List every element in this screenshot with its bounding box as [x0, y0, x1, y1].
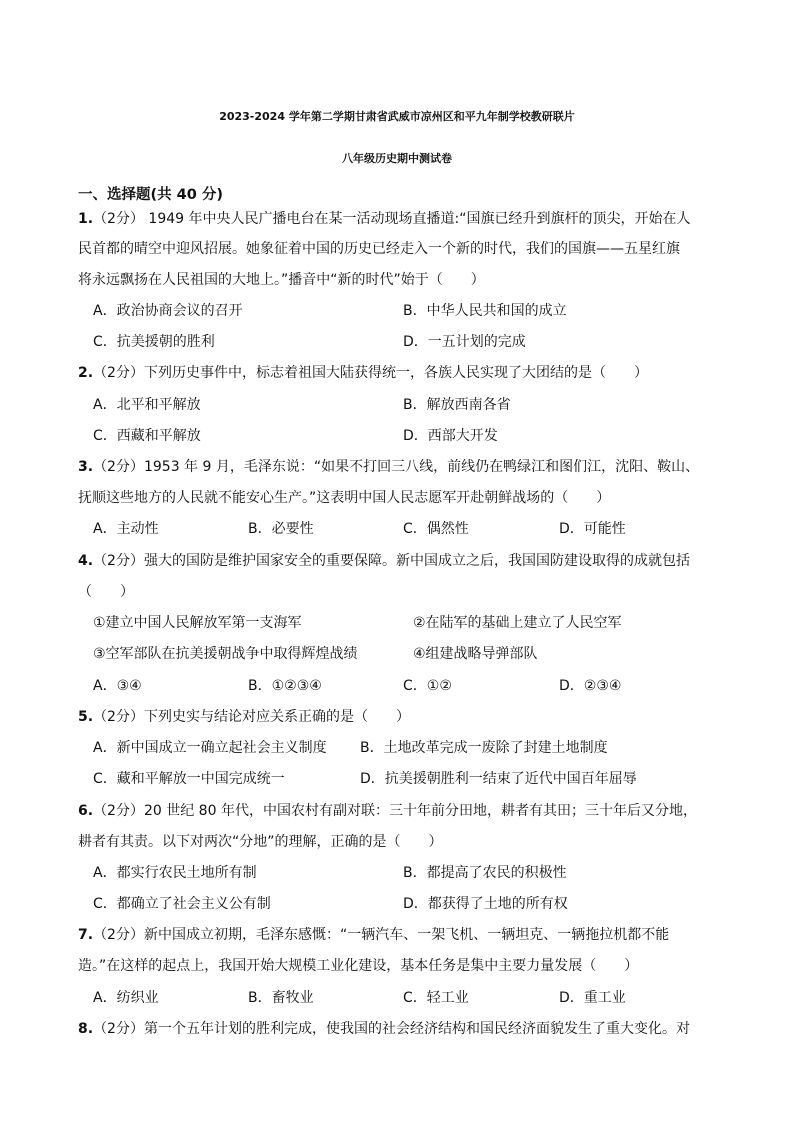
option-b: B．畜牧业 — [248, 990, 314, 1006]
option-d: D．都获得了土地的所有权 — [403, 896, 568, 912]
option-c: C．藏和平解放一中国完成统一 — [93, 771, 285, 787]
question-8-line-1 — [78, 1018, 718, 1038]
question-3-line-1 — [78, 456, 718, 476]
option-c: C．偶然性 — [403, 521, 469, 537]
question-text: （2分） 1949 年中央人民广播电台在某一活动现场直播道:“国旗已经升到旗杆的顶尖，开始在人 — [93, 211, 691, 227]
option-d: D．可能性 — [559, 521, 626, 537]
option-a: A．都实行农民土地所有制 — [93, 865, 257, 881]
question-1-line-1 — [78, 208, 718, 228]
question-number: 2. — [78, 365, 94, 381]
question-7-line-2: 造。”在这样的起点上，我国开始大规模工业化建设，基本任务是集中主要力量发展（ ） — [78, 958, 639, 974]
question-text: （2分）下列史实与结论对应关系正确的是（ ） — [93, 709, 410, 725]
question-text: （2分）下列历史事件中，标志着祖国大陆获得统一，各族人民实现了大团结的是（ ） — [93, 365, 648, 381]
option-b: B．都提高了农民的积极性 — [403, 865, 567, 881]
question-3-line-2: 抚顺这些地方的人民就不能安心生产。”这表明中国人民志愿军开赴朝鲜战场的（ ） — [78, 490, 611, 506]
exam-title-line1: 2023-2024 学年第二学期甘肃省武威市凉州区和平九年制学校教研联片 — [219, 110, 575, 123]
question-number: 4. — [78, 553, 94, 569]
question-text: （2分）1953 年 9 月，毛泽东说：“如果不打回三八线，前线仍在鸭绿江和图们江，沈阳、鞍山、 — [93, 459, 700, 475]
question-number: 8. — [78, 1021, 94, 1037]
option-d: D．重工业 — [559, 990, 626, 1006]
question-number: 6. — [78, 803, 94, 819]
option-a: A．主动性 — [93, 521, 159, 537]
option-a: A．纺织业 — [93, 990, 159, 1006]
option-a: A．政治协商会议的召开 — [93, 303, 243, 319]
option-b: B．必要性 — [248, 521, 314, 537]
statement-1: ①建立中国人民解放军第一支海军 — [93, 615, 302, 631]
question-text: （2分）第一个五年计划的胜利完成，使我国的社会经济结构和国民经济面貌发生了重大变化。对 — [93, 1021, 690, 1037]
option-a: A．新中国成立一确立起社会主义制度 — [93, 740, 327, 756]
question-7-line-1 — [78, 924, 718, 944]
statement-2: ②在陆军的基础上建立了人民空军 — [413, 615, 622, 631]
option-d: D．②③④ — [559, 678, 622, 694]
option-a: A．北平和平解放 — [93, 397, 201, 413]
question-6-line-2: 耕者有其责。以下对两次“分地”的理解，正确的是（ ） — [78, 834, 443, 850]
option-d: D．一五计划的完成 — [403, 334, 526, 350]
question-1-line-2: 民首都的晴空中迎风招展。她象征着中国的历史已经走入一个新的时代，我们的国旗——五星红旗 — [78, 241, 680, 257]
question-number: 7. — [78, 927, 94, 943]
option-b: B．①②③④ — [248, 678, 322, 694]
statement-3: ③空军部队在抗美援朝战争中取得辉煌战绩 — [93, 646, 358, 662]
question-4-line-1 — [78, 550, 718, 570]
option-b: B．解放西南各省 — [403, 397, 511, 413]
exam-title-line2: 八年级历史期中测试卷 — [342, 152, 452, 165]
option-a: A．③④ — [93, 678, 142, 694]
question-5-line-1 — [78, 706, 718, 726]
option-b: B．土地改革完成一废除了封建土地制度 — [360, 740, 608, 756]
question-text: （2分）强大的国防是维护国家安全的重要保障。新中国成立之后，我国国防建设取得的成就包括 — [93, 553, 690, 569]
question-number: 5. — [78, 709, 94, 725]
option-c: C．都确立了社会主义公有制 — [93, 896, 271, 912]
question-number: 1. — [78, 211, 94, 227]
question-text: （2分）新中国成立初期，毛泽东感慨：“一辆汽车、一架飞机、一辆坦克、一辆拖拉机都不能 — [93, 927, 670, 943]
section-heading: 一、选择题(共 40 分) — [78, 187, 224, 203]
question-1-line-3: 将永远飘扬在人民祖国的大地上。”播音中“新的时代”始于（ ） — [78, 272, 485, 288]
option-b: B．中华人民共和国的成立 — [403, 303, 567, 319]
option-d: D．抗美援朝胜利一结束了近代中国百年屈辱 — [360, 771, 637, 787]
option-c: C．抗美援朝的胜利 — [93, 334, 215, 350]
option-c: C．①② — [403, 678, 452, 694]
option-c: C．轻工业 — [403, 990, 469, 1006]
question-4-line-2: （ ） — [78, 584, 134, 600]
question-2-line-1 — [78, 362, 718, 382]
question-number: 3. — [78, 459, 94, 475]
statement-4: ④组建战略导弹部队 — [413, 646, 538, 662]
option-d: D．西部大开发 — [403, 428, 498, 444]
option-c: C．西藏和平解放 — [93, 428, 201, 444]
question-6-line-1 — [78, 800, 718, 820]
question-text: （2分）20 世纪 80 年代，中国农村有副对联：三十年前分田地，耕者有其田；三十年后又分地， — [93, 803, 697, 819]
